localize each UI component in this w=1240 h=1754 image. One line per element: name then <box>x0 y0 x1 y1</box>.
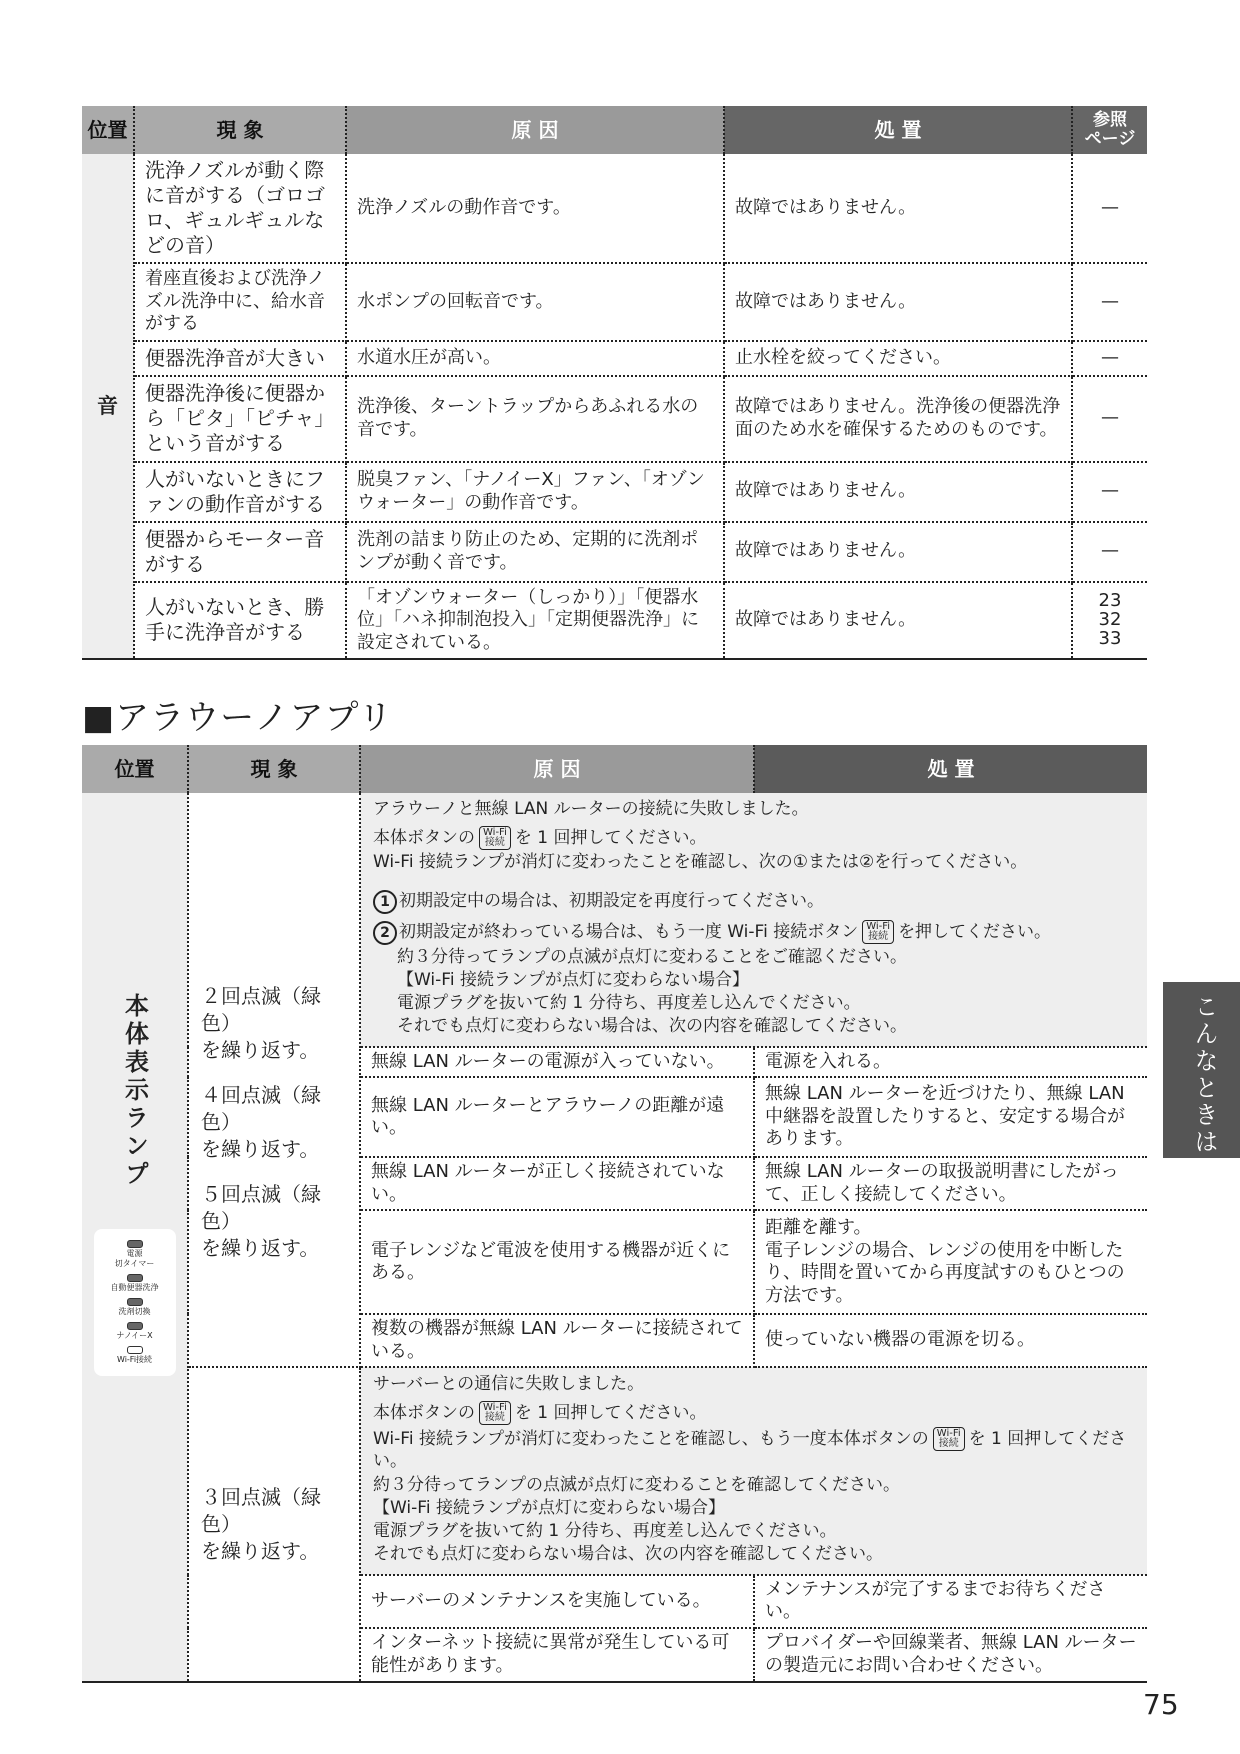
cause-cell: 無線 LAN ルーターが正しく接続されていない。 <box>360 1157 754 1210</box>
intro-line: アラウーノと無線 LAN ルーターの接続に失敗しました。 <box>373 799 809 819</box>
wifi-connect-button-icon: Wi-Fi 接続 <box>479 826 511 850</box>
side-tab-label: こんなときは <box>1190 994 1218 1156</box>
intro-line: 【Wi-Fi 接続ランプが点灯に変わらない場合】 <box>397 969 749 990</box>
position-label: 本体表示ランプ <box>120 993 149 1189</box>
action-cell: 止水栓を絞ってください。 <box>724 341 1072 376</box>
section-title: ■アラウーノアプリ <box>82 698 394 738</box>
cause-cell: サーバーのメンテナンスを実施している。 <box>360 1575 754 1628</box>
page-number: 75 <box>1143 1688 1179 1721</box>
intro-line: サーバーとの通信に失敗しました。 <box>373 1374 645 1394</box>
wifi-connect-button-icon: Wi-Fi 接続 <box>862 920 894 944</box>
cause-cell: 無線 LAN ルーターとアラウーノの距離が遠い。 <box>360 1077 754 1157</box>
intro-line: 電源プラグを抜いて約 1 分待ち、再度差し込んでください。 <box>373 1521 837 1541</box>
cause-cell: 脱臭ファン、「ナノイーX」ファン、「オゾンウォーター」の動作音です。 <box>346 462 724 522</box>
symptom-cell: 着座直後および洗浄ノズル洗浄中に、給水音がする <box>134 263 346 341</box>
cause-cell: インターネット接続に異常が発生している可能性があります。 <box>360 1628 754 1682</box>
ref-cell: 23 32 33 <box>1072 582 1147 660</box>
cause-cell: 無線 LAN ルーターの電源が入っていない。 <box>360 1047 754 1078</box>
lamp-panel-illustration <box>94 1229 176 1376</box>
cause-intro-cell <box>360 793 1147 1047</box>
symptom-blink-5: ５回点滅（緑色） を繰り返す。 <box>201 1182 321 1260</box>
action-cell: 故障ではありません。 <box>724 582 1072 660</box>
table-row <box>82 793 1147 1047</box>
intro-line: それでも点灯に変わらない場合は、次の内容を確認してください。 <box>373 1544 883 1565</box>
ref-cell: — <box>1072 263 1147 341</box>
circle-2-icon: 2 <box>373 921 397 945</box>
action-cell: 故障ではありません。 <box>724 462 1072 522</box>
detergent-lamp-icon: 洗剤切換 <box>94 1298 176 1317</box>
symptom-blink-2: ２回点滅（緑色） を繰り返す。 <box>201 984 321 1062</box>
intro-line: 本体ボタンの Wi-Fi 接続 を 1 回押してください。 <box>373 1402 707 1424</box>
option-1: 1 初期設定中の場合は、初期設定を再度行ってください。 <box>373 890 1135 914</box>
wifi-connect-button-icon: Wi-Fi 接続 <box>933 1427 965 1451</box>
symptom-cell: 便器洗浄音が大きい <box>134 341 346 376</box>
table-row <box>82 154 1147 263</box>
symptom-blink-3: ３回点滅（緑色） を繰り返す。 <box>188 1367 360 1682</box>
position-cell <box>82 793 188 1682</box>
intro-line: 電源プラグを抜いて約 1 分待ち、再度差し込んでください。 <box>397 993 861 1013</box>
symptom-cell: 便器洗浄後に便器から「ピタ」「ピチャ」という音がする <box>134 376 346 462</box>
action-cell: 無線 LAN ルーターの取扱説明書にしたがって、正しく接続してください。 <box>754 1157 1147 1210</box>
intro-line: 【Wi-Fi 接続ランプが点灯に変わらない場合】 <box>373 1497 725 1518</box>
header-symptom: 現 象 <box>188 745 360 793</box>
side-tab <box>1163 982 1240 1158</box>
table-row <box>82 376 1147 462</box>
ref-cell: — <box>1072 522 1147 582</box>
symptom-cell: 便器からモーター音がする <box>134 522 346 582</box>
table-row <box>82 582 1147 660</box>
header-action: 処 置 <box>724 106 1072 154</box>
position-cell: 音 <box>82 154 134 659</box>
intro-line: それでも点灯に変わらない場合は、次の内容を確認してください。 <box>397 1016 907 1037</box>
power-lamp-icon: 電源 切タイマー <box>94 1240 176 1269</box>
intro-line: Wi-Fi 接続ランプが消灯に変わったことを確認し、もう一度本体ボタンの Wi-Fi 接続 を 1 回押してください。 <box>373 1428 1127 1472</box>
wifi-lamp-icon: Wi-Fi接続 <box>94 1346 176 1365</box>
action-cell: 故障ではありません。 <box>724 522 1072 582</box>
intro-line: 約３分待ってランプの点滅が点灯に変わることを確認してください。 <box>373 1474 900 1495</box>
symptom-blink-4: ４回点滅（緑色） を繰り返す。 <box>201 1083 321 1161</box>
troubleshooting-table-sound <box>82 106 1147 660</box>
cause-cell: 洗浄ノズルの動作音です。 <box>346 154 724 263</box>
option-2: 2 初期設定が終わっている場合は、もう一度 Wi-Fi 接続ボタン Wi-Fi 接続 を押してください。 <box>373 920 1135 945</box>
table-row <box>82 1367 1147 1575</box>
action-cell: 無線 LAN ルーターを近づけたり、無線 LAN 中継器を設置したりすると、安定する場合があります。 <box>754 1077 1147 1157</box>
wifi-connect-button-icon: Wi-Fi 接続 <box>479 1401 511 1425</box>
cause-cell: 水ポンプの回転音です。 <box>346 263 724 341</box>
cause-cell: 複数の機器が無線 LAN ルーターに接続されている。 <box>360 1314 754 1367</box>
action-cell: メンテナンスが完了するまでお待ちください。 <box>754 1575 1147 1628</box>
ref-cell: — <box>1072 154 1147 263</box>
cause-intro-cell <box>360 1367 1147 1575</box>
table-row <box>82 341 1147 376</box>
intro-line: Wi-Fi 接続ランプが消灯に変わったことを確認し、次の①または②を行ってください。 <box>373 852 1028 873</box>
ref-cell: — <box>1072 376 1147 462</box>
symptom-cell: 洗浄ノズルが動く際に音がする（ゴロゴロ、ギュルギュルなどの音） <box>134 154 346 263</box>
table-header <box>82 745 1147 793</box>
action-cell: プロバイダーや回線業者、無線 LAN ルーターの製造元にお問い合わせください。 <box>754 1628 1147 1682</box>
action-cell: 故障ではありません。洗浄後の便器洗浄面のため水を確保するためのものです。 <box>724 376 1072 462</box>
table-row <box>82 462 1147 522</box>
header-symptom: 現 象 <box>134 106 346 154</box>
circle-1-icon: 1 <box>373 890 397 914</box>
cause-cell: 洗剤の詰まり防止のため、定期的に洗剤ポンプが動く音です。 <box>346 522 724 582</box>
symptom-cell <box>188 793 360 1367</box>
header-position: 位置 <box>82 745 188 793</box>
table-row <box>82 522 1147 582</box>
action-cell: 電源を入れる。 <box>754 1047 1147 1078</box>
symptom-cell: 人がいないときにファンの動作音がする <box>134 462 346 522</box>
ref-cell: — <box>1072 462 1147 522</box>
troubleshooting-table-app <box>82 745 1147 1683</box>
intro-line: 本体ボタンの Wi-Fi 接続 を 1 回押してください。 <box>373 827 707 849</box>
header-reference-page: 参照 ページ <box>1072 106 1147 154</box>
header-action: 処 置 <box>754 745 1147 793</box>
intro-line: 約３分待ってランプの点滅が点灯に変わることをご確認ください。 <box>397 946 907 967</box>
symptom-cell: 人がいないとき、勝手に洗浄音がする <box>134 582 346 660</box>
cause-cell: 電子レンジなど電波を使用する機器が近くにある。 <box>360 1210 754 1314</box>
action-cell: 故障ではありません。 <box>724 263 1072 341</box>
action-cell: 距離を離す。 電子レンジの場合、レンジの使用を中断したり、時間を置いてから再度試すのもひとつの方法です。 <box>754 1210 1147 1314</box>
header-cause: 原 因 <box>360 745 754 793</box>
nanoe-lamp-icon: ナノイーX <box>94 1322 176 1341</box>
table-row <box>82 263 1147 341</box>
action-cell: 使っていない機器の電源を切る。 <box>754 1314 1147 1367</box>
cause-cell: 水道水圧が高い。 <box>346 341 724 376</box>
cause-cell: 「オゾンウォーター（しっかり）」「便器水位」「ハネ抑制泡投入」「定期便器洗浄」に設定されている。 <box>346 582 724 660</box>
ref-cell: — <box>1072 341 1147 376</box>
action-cell: 故障ではありません。 <box>724 154 1072 263</box>
header-cause: 原 因 <box>346 106 724 154</box>
cause-cell: 洗浄後、ターントラップからあふれる水の音です。 <box>346 376 724 462</box>
table-header <box>82 106 1147 154</box>
header-position: 位置 <box>82 106 134 154</box>
auto-flush-lamp-icon: 自動便器洗浄 <box>94 1274 176 1293</box>
